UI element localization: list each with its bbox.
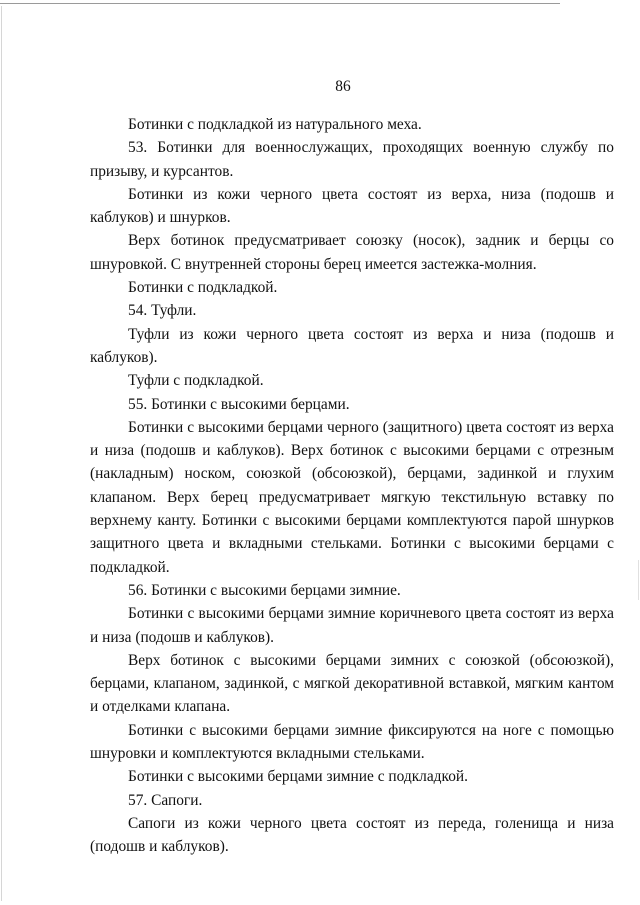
paragraph: Ботинки с подкладкой. [128,279,278,297]
paragraph: Туфли с подкладкой. [128,372,264,390]
paragraph: Ботинки с высокими берцами зимние фиксируются на ноге с помощью шнуровки и комплектуются вкладными стельками. [90,721,614,763]
paragraph: 57. Сапоги. [128,791,203,809]
paragraph: 53. Ботинки для военнослужащих, проходящих военную службу по призыву, и курсантов. [90,139,614,180]
document-body [90,113,614,859]
paragraph: Ботинки с высокими берцами черного (защитного) цвета состоят из верха и низа (подошв и каблуков). Верх ботинок с высокими берцами с отрезным (накладным) носком, союзкой (обсоюзкой), берцами, задинкой и глухим клапаном. Верх берец предусматривает мягкую текстильную вставку по верхнему канту. Ботинки с высокими берцами комплектуются парой шнурков защитного цвета и вкладными стельками. Ботинки с высокими берцами с подкладкой. [90,418,614,576]
scan-right-mark [638,560,639,600]
scan-top-border [0,3,560,4]
paragraph: Ботинки с высокими берцами зимние коричневого цвета состоят из верха и низа (подошв и каблуков). [90,605,614,646]
paragraph: Верх ботинок предусматривает союзку (носок), задник и берцы со шнуровкой. С внутренней стороны берец имеется застежка-молния. [90,232,614,273]
paragraph: 54. Туфли. [128,302,197,320]
page-number: 86 [335,78,351,95]
scan-left-edge [1,6,2,901]
paragraph: Ботинки из кожи черного цвета состоят из верха, низа (подошв и каблуков) и шнурков. [90,185,614,227]
paragraph: Сапоги из кожи черного цвета состоят из переда, голенища и низа (подошв и каблуков). [90,814,614,856]
paragraph: Туфли из кожи черного цвета состоят из верха и низа (подошв и каблуков). [90,325,614,366]
paragraph: 55. Ботинки с высокими берцами. [128,395,350,413]
paragraph: Верх ботинок с высокими берцами зимних с союзкой (обсоюзкой), берцами, клапаном, задинкой, с мягкой декоративной вставкой, мягким кантом и отделками клапана. [90,651,614,716]
paragraph: 56. Ботинки с высокими берцами зимние. [128,581,401,599]
paragraph: Ботинки с подкладкой из натурального меха. [128,116,422,133]
paragraph: Ботинки с высокими берцами зимние с подкладкой. [128,768,468,786]
